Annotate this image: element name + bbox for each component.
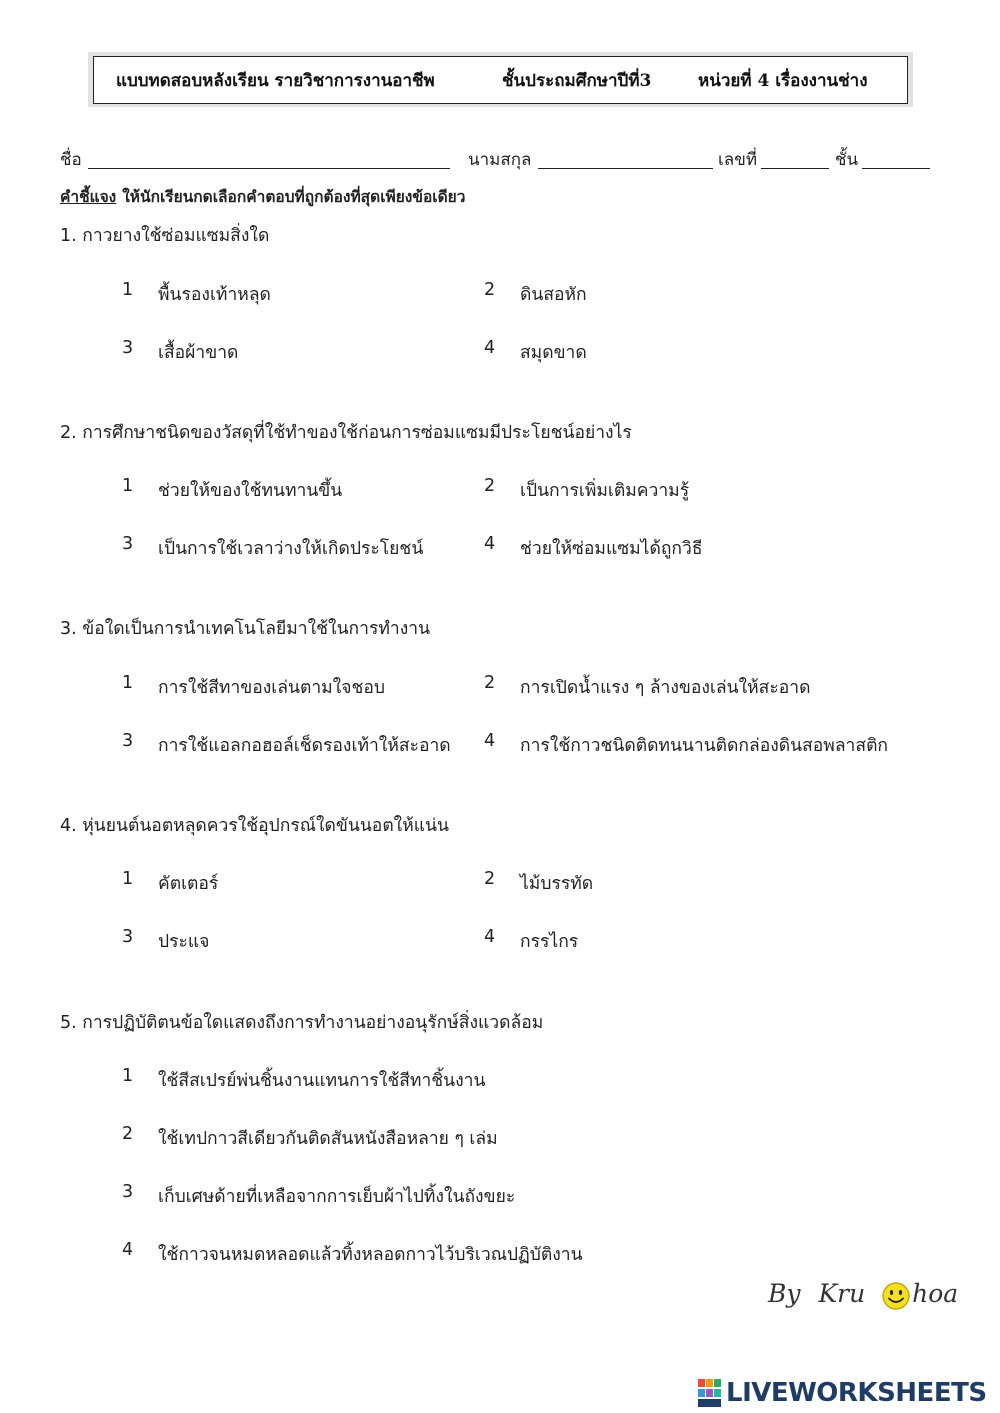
instruction-text: ให้นักเรียนกดเลือกคำตอบที่ถูกต้องที่สุดเพียงข้อเดียว	[122, 187, 466, 206]
worksheet-header	[93, 56, 908, 104]
option-text: ใช้เทปกาวสีเดียวกันติดสันหนังสือหลาย ๆ เล่ม	[158, 1129, 498, 1149]
option-number: 1	[122, 869, 134, 889]
option-text: การใช้แอลกอฮอล์เช็ดรองเท้าให้สะอาด	[158, 736, 451, 756]
option-number: 1	[122, 476, 134, 496]
signature-kru: Kru	[818, 1279, 866, 1308]
option-number: 1	[122, 673, 134, 693]
option-text: ประแจ	[158, 932, 210, 952]
option-text: เป็นการใช้เวลาว่างให้เกิดประโยชน์	[158, 539, 424, 559]
option-number: 1	[122, 1066, 134, 1086]
number-field[interactable]	[761, 168, 829, 169]
option-number: 2	[122, 1124, 134, 1144]
option-number: 2	[484, 280, 496, 300]
signature-by: By	[768, 1279, 801, 1308]
option-text: เสื้อผ้าขาด	[158, 343, 239, 363]
question-text: 4. หุ่นยนต์นอตหลุดควรใช้อุปกรณ์ใดขันนอตให้แน่น	[60, 816, 449, 836]
option-text: ไม้บรรทัด	[520, 874, 594, 894]
option-text: เป็นการเพิ่มเติมความรู้	[520, 481, 690, 501]
question-text: 2. การศึกษาชนิดของวัสดุที่ใช้ทำของใช้ก่อนการซ่อมแซมมีประโยชน์อย่างไร	[60, 423, 632, 443]
option-number: 3	[122, 927, 134, 947]
name-field[interactable]	[88, 168, 450, 169]
surname-label: นามสกุล	[468, 150, 532, 170]
header-grade: ชั้นประถมศึกษาปีที่3	[502, 70, 652, 91]
option-number: 4	[484, 534, 496, 554]
option-number: 4	[484, 338, 496, 358]
option-number: 3	[122, 731, 134, 751]
option-number: 1	[122, 280, 134, 300]
option-number: 4	[122, 1240, 134, 1260]
option-number: 2	[484, 869, 496, 889]
option-text: ช่วยให้ของใช้ทนทานขึ้น	[158, 481, 343, 501]
header-subject: แบบทดสอบหลังเรียน รายวิชาการงานอาชีพ	[116, 70, 435, 91]
author-signature	[768, 1279, 958, 1311]
signature-name: hoa	[912, 1279, 959, 1308]
option-number: 2	[484, 673, 496, 693]
question-text: 3. ข้อใดเป็นการนำเทคโนโลยีมาใช้ในการทำงาน	[60, 619, 431, 639]
option-text: พื้นรองเท้าหลุด	[158, 285, 271, 305]
option-number: 2	[484, 476, 496, 496]
option-text: ช่วยให้ซ่อมแซมได้ถูกวิธี	[520, 539, 703, 559]
header-unit: หน่วยที่ 4 เรื่องงานช่าง	[698, 70, 868, 91]
option-number: 3	[122, 1182, 134, 1202]
option-text: การเปิดน้ำแรง ๆ ล้างของเล่นให้สะอาด	[520, 678, 811, 698]
student-info-row	[60, 146, 935, 176]
option-text: สมุดขาด	[520, 343, 587, 363]
question-1	[60, 221, 940, 363]
instruction-label: คำชี้แจง	[60, 187, 117, 206]
liveworksheets-logo-icon	[698, 1379, 722, 1407]
question-4	[60, 811, 940, 952]
liveworksheets-logo[interactable]	[698, 1378, 987, 1408]
surname-field[interactable]	[538, 168, 713, 169]
option-text: การใช้กาวชนิดติดทนนานติดกล่องดินสอพลาสติก	[520, 736, 889, 756]
question-5	[60, 1008, 940, 1265]
option-number: 3	[122, 534, 134, 554]
question-text: 1. กาวยางใช้ซ่อมแซมสิ่งใด	[60, 226, 270, 246]
option-number: 4	[484, 731, 496, 751]
smiley-face-icon	[881, 1281, 911, 1311]
name-label: ชื่อ	[60, 150, 82, 170]
class-label: ชั้น	[835, 150, 859, 170]
class-field[interactable]	[862, 168, 930, 169]
option-text: ดินสอหัก	[520, 285, 587, 305]
option-text: ใช้กาวจนหมดหลอดแล้วทิ้งหลอดกาวไว้บริเวณปฏิบัติงาน	[158, 1245, 583, 1265]
option-number: 3	[122, 338, 134, 358]
question-2	[60, 418, 940, 559]
logo-text: LIVEWORKSHEETS	[726, 1378, 987, 1408]
option-text: คัตเตอร์	[158, 874, 219, 894]
question-text: 5. การปฏิบัติตนข้อใดแสดงถึงการทำงานอย่างอนุรักษ์สิ่งแวดล้อม	[60, 1013, 544, 1033]
number-label: เลขที่	[718, 150, 758, 170]
option-text: เก็บเศษด้ายที่เหลือจากการเย็บผ้าไปทิ้งในถังขยะ	[158, 1187, 516, 1207]
option-number: 4	[484, 927, 496, 947]
option-text: ใช้สีสเปรย์พ่นชิ้นงานแทนการใช้สีทาชิ้นงาน	[158, 1071, 486, 1091]
option-text: กรรไกร	[520, 932, 579, 952]
instruction	[60, 184, 465, 209]
option-text: การใช้สีทาของเล่นตามใจชอบ	[158, 678, 385, 698]
question-3	[60, 614, 940, 756]
